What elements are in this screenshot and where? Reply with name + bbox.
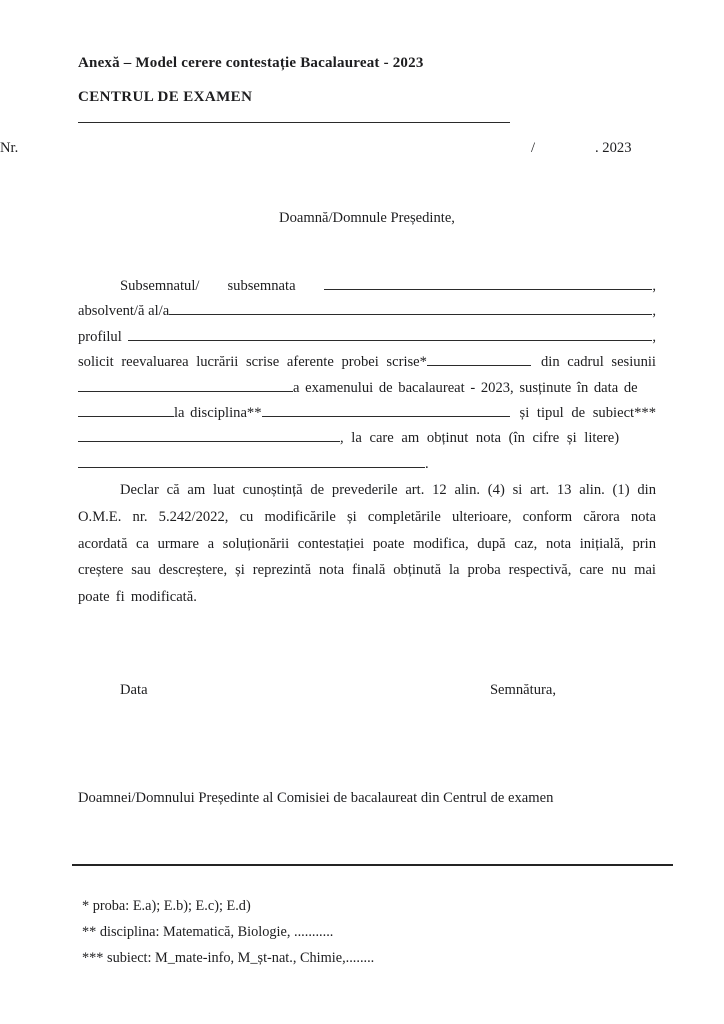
profil-label: profilul — [78, 328, 122, 345]
footnote-separator-rule — [72, 864, 673, 866]
line1-comma: , — [652, 278, 656, 294]
annex-title: Anexă – Model cerere contestație Bacalaureat - 2023 — [78, 55, 424, 71]
exam-center-blank-line — [78, 122, 510, 123]
subject-type-blank-field — [78, 441, 340, 442]
absolvent-label: absolvent/ă al/a — [78, 303, 170, 320]
discipline-blank-field — [262, 416, 510, 417]
subsemnata-label: subsemnata — [227, 278, 296, 294]
session-blank-field — [78, 391, 293, 392]
footnote-proba: * proba: E.a); E.b); E.c); E.d) — [82, 898, 251, 914]
request-line-1 — [78, 278, 656, 303]
footnote-disciplina: ** disciplina: Matematică, Biologie, ........... — [82, 924, 334, 941]
probe-blank-field — [427, 365, 531, 366]
profile-blank-field — [128, 340, 653, 341]
nr-year: . 2023 — [595, 140, 632, 156]
school-blank-field — [169, 314, 652, 315]
tip-subiect-label: și tipul de subiect*** — [519, 404, 656, 421]
disciplina-label: la disciplina** — [174, 404, 262, 421]
salutation: Doamnă/Domnule Președinte, — [279, 210, 455, 226]
request-line-2 — [78, 303, 656, 328]
footnotes-block — [82, 893, 374, 972]
request-line-7 — [78, 430, 656, 455]
declaration-paragraph: Declar că am luat cunoștință de prevederile art. 12 alin. (4) si art. 13 alin. (1) din O.M.E. nr. 5.242/2022, cu modificările și completările ulterioare, conform cărora nota acordată ca urmare a soluționării contestației poate modifica, după caz, nota inițială, prin creștere sau descreștere, și reprezintă nota finală obținută la proba respectivă, care nu mai poate fi modificată. — [78, 482, 656, 606]
line8-period: . — [425, 455, 429, 472]
name-blank-field — [324, 289, 653, 290]
line2-comma: , — [652, 303, 656, 320]
request-paragraph — [78, 278, 656, 481]
grade-blank-field — [78, 467, 425, 468]
footnote-subiect: *** subiect: M_mate-info, M_șt-nat., Chimie,........ — [82, 950, 375, 967]
exam-center-label: CENTRUL DE EXAMEN — [78, 89, 253, 105]
request-line-5 — [78, 380, 656, 405]
subsemnatul-label: Subsemnatul/ — [120, 278, 200, 294]
signature-label: Semnătura, — [489, 682, 556, 698]
exam-date-blank-field — [78, 416, 174, 417]
nota-text: , la care am obținut nota (în cifre și litere) — [340, 430, 620, 447]
addressee-line: Doamnei/Domnului Președinte al Comisiei de bacalaureat din Centrul de examen — [78, 790, 554, 806]
registration-number-row — [0, 140, 724, 160]
line3-comma: , — [652, 328, 656, 345]
sesiune-text: din cadrul sesiunii — [540, 354, 656, 371]
signature-row — [78, 682, 656, 699]
date-label: Data — [120, 682, 148, 698]
solicit-text: solicit reevaluarea lucrării scrise aferente probei scrise* — [78, 354, 427, 371]
nr-label: Nr. — [0, 140, 19, 156]
examen-text: a examenului de bacalaureat - 2023, susținute în data de — [293, 379, 638, 396]
nr-slash: / — [531, 140, 536, 156]
request-line-3 — [78, 329, 656, 354]
request-line-6 — [78, 405, 656, 430]
request-line-4 — [78, 354, 656, 379]
